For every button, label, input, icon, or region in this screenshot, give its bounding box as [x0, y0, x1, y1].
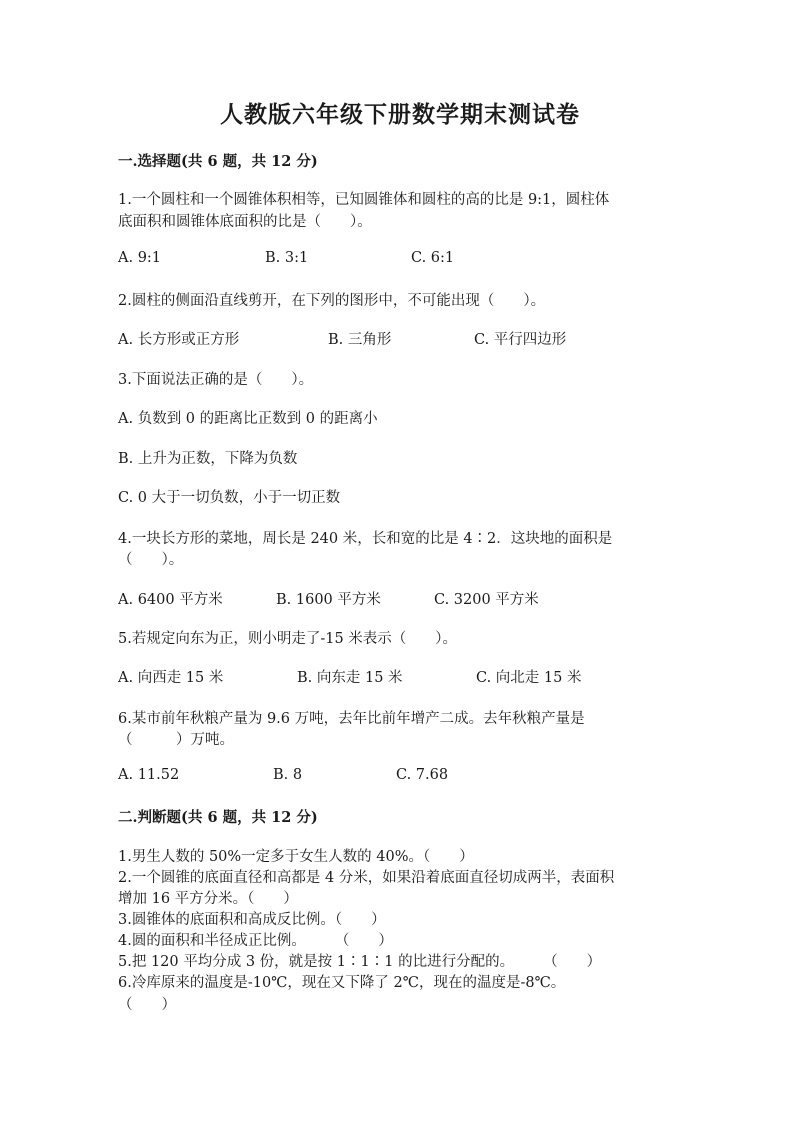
question-4-option-b: B. 1600 平方米: [276, 592, 381, 608]
question-6-option-c: C. 7.68: [396, 767, 449, 783]
question-3-text: 3.下面说法正确的是（ ）。: [118, 372, 314, 388]
question-1-option-b: B. 3:1: [265, 250, 309, 266]
tf-question-1: 1.男生人数的 50%一定多于女生人数的 40%。（ ）: [118, 849, 474, 865]
question-5-option-a: A. 向西走 15 米: [118, 670, 224, 686]
tf-question-3: 3.圆锥体的底面积和高成反比例。（ ）: [118, 912, 386, 928]
question-2-option-b: B. 三角形: [328, 332, 392, 348]
tf-question-5: 5.把 120 平均分成 3 份，就是按 1∶1∶1 的比进行分配的。 （ ）: [118, 954, 602, 970]
question-4-option-c: C. 3200 平方米: [434, 592, 539, 608]
question-5-text: 5.若规定向东为正，则小明走了-15 米表示（ ）。: [118, 631, 458, 647]
question-4-text-cont: （ ）。: [118, 552, 184, 568]
page-title: 人教版六年级下册数学期末测试卷: [220, 101, 580, 128]
question-1-option-a: A. 9:1: [118, 250, 162, 266]
question-6-text-cont: （ ）万吨。: [118, 732, 234, 748]
question-1-text-cont: 底面积和圆锥体底面积的比是（ ）。: [118, 214, 372, 230]
tf-question-4: 4.圆的面积和半径成正比例。 （ ）: [118, 933, 393, 949]
tf-question-2-cont: 增加 16 平方分米。（ ）: [118, 891, 298, 907]
question-6-option-b: B. 8: [273, 767, 303, 783]
question-2-option-a: A. 长方形或正方形: [118, 332, 240, 348]
question-6-text: 6.某市前年秋粮产量为 9.6 万吨，去年比前年增产二成。去年秋粮产量是: [118, 711, 585, 727]
question-6-option-a: A. 11.52: [118, 767, 180, 783]
question-3-option-a: A. 负数到 0 的距离比正数到 0 的距离小: [118, 411, 378, 427]
question-5-option-c: C. 向北走 15 米: [476, 670, 582, 686]
tf-question-2: 2.一个圆锥的底面直径和高都是 4 分米，如果沿着底面直径切成两半，表面积: [118, 870, 615, 886]
question-1-option-c: C. 6:1: [411, 250, 455, 266]
section-heading-multiple-choice: 一.选择题(共 6 题，共 12 分): [118, 153, 318, 170]
question-4-text: 4.一块长方形的菜地，周长是 240 米，长和宽的比是 4∶2．这块地的面积是: [118, 531, 613, 547]
question-2-option-c: C. 平行四边形: [474, 332, 567, 348]
question-3-option-c: C. 0 大于一切负数，小于一切正数: [118, 490, 341, 506]
question-5-option-b: B. 向东走 15 米: [297, 670, 403, 686]
section-heading-true-false: 二.判断题(共 6 题，共 12 分): [118, 809, 318, 826]
question-1-text: 1.一个圆柱和一个圆锥体积相等，已知圆锥体和圆柱的高的比是 9:1，圆柱体: [118, 192, 610, 208]
tf-question-6: 6.冷库原来的温度是-10℃，现在又下降了 2℃，现在的温度是-8℃。: [118, 975, 566, 991]
question-3-option-b: B. 上升为正数，下降为负数: [118, 451, 298, 467]
tf-question-6-cont: （ ）: [118, 997, 176, 1013]
question-2-text: 2.圆柱的侧面沿直线剪开，在下列的图形中，不可能出现（ ）。: [118, 293, 546, 309]
question-4-option-a: A. 6400 平方米: [118, 592, 223, 608]
